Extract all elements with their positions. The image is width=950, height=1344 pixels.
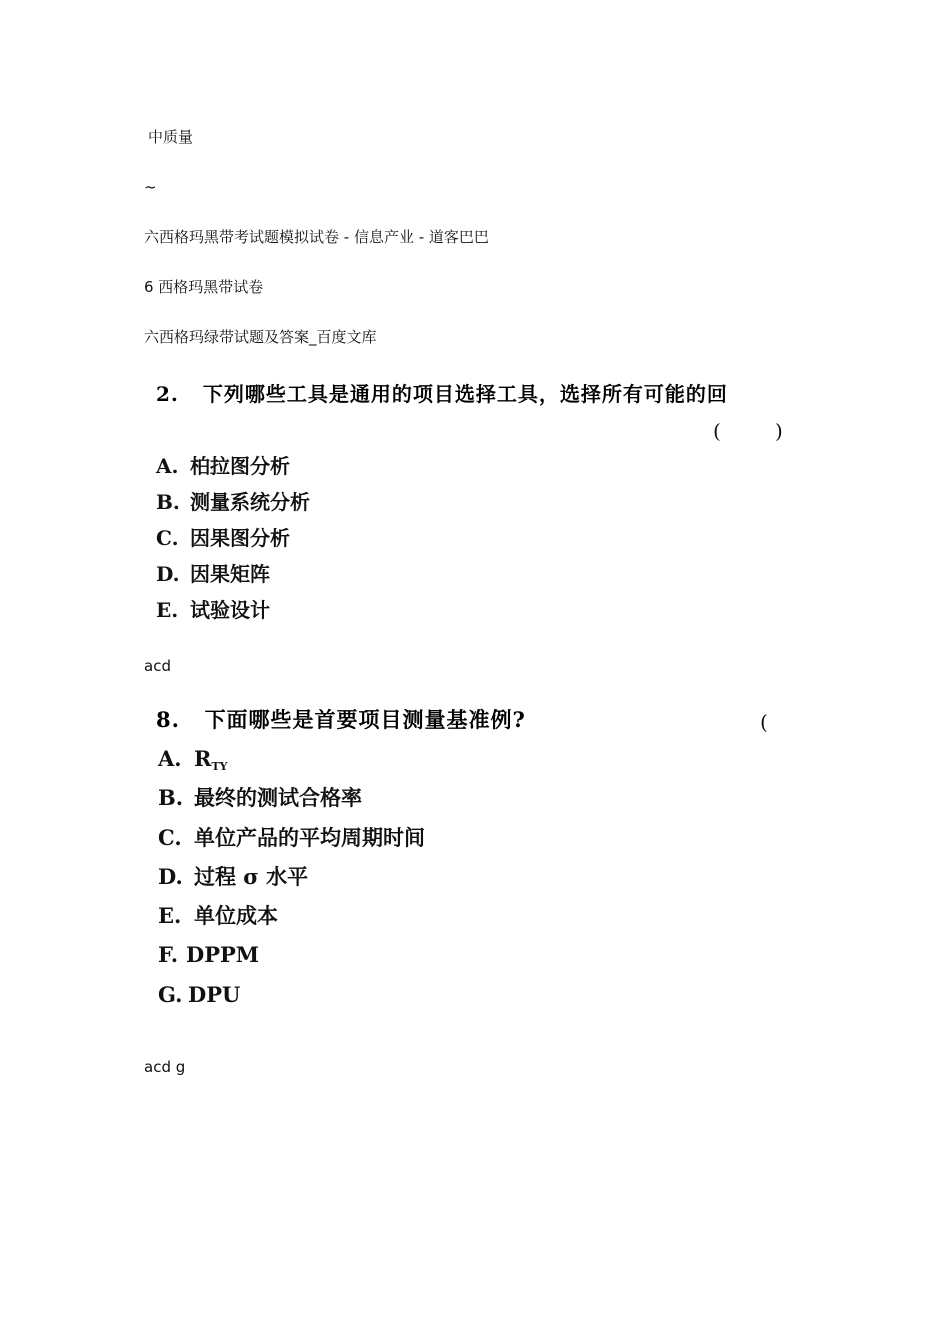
text-line-2: ~ bbox=[144, 178, 157, 196]
option-text: 测量系统分析 bbox=[190, 490, 310, 514]
text-line-1: 中质量 bbox=[148, 128, 194, 146]
option-key: E. bbox=[158, 903, 182, 928]
question-2-paren-open: ( bbox=[760, 710, 768, 734]
text-line-3: 六西格玛黑带考试题模拟试卷 - 信息产业 - 道客巴巴 bbox=[144, 228, 489, 246]
option-key: E. bbox=[156, 598, 179, 622]
option-key: D. bbox=[156, 562, 180, 586]
text-line-5: 六西格玛绿带试题及答案_百度文库 bbox=[144, 328, 377, 346]
option-key: B. bbox=[158, 785, 184, 810]
question-1-paren-close: ) bbox=[775, 419, 783, 443]
option-key: D. bbox=[158, 864, 183, 889]
option-text: R bbox=[194, 746, 212, 771]
option-key: A. bbox=[156, 454, 179, 478]
option-text: 因果图分析 bbox=[190, 526, 290, 550]
question-1-option-d bbox=[156, 561, 270, 587]
option-text: 柏拉图分析 bbox=[190, 454, 290, 478]
option-text: DPPM bbox=[186, 942, 260, 967]
option-key: B. bbox=[156, 490, 180, 514]
question-2-option-f bbox=[158, 942, 259, 968]
question-2-option-a bbox=[158, 746, 228, 780]
option-key: C. bbox=[158, 825, 182, 850]
question-1-option-a bbox=[156, 453, 290, 479]
question-2-option-b bbox=[158, 785, 362, 811]
option-text: 因果矩阵 bbox=[190, 562, 270, 586]
option-text: 试验设计 bbox=[190, 598, 270, 622]
question-2-text: 下面哪些是首要项目测量基准例? bbox=[204, 707, 526, 732]
question-1-option-b bbox=[156, 489, 310, 515]
option-text: 单位产品的平均周期时间 bbox=[194, 825, 425, 850]
text-line-4: 6 西格玛黑带试卷 bbox=[144, 278, 264, 296]
question-1-option-e bbox=[156, 597, 270, 623]
option-subscript: TY bbox=[211, 760, 228, 773]
question-2-option-c bbox=[158, 825, 425, 851]
question-1-paren-open: ( bbox=[713, 419, 721, 443]
question-2 bbox=[156, 707, 526, 733]
question-1-option-c bbox=[156, 525, 290, 551]
question-1-answer: acd bbox=[144, 657, 171, 675]
option-text: 单位成本 bbox=[194, 903, 278, 928]
question-2-option-g bbox=[158, 982, 240, 1008]
option-key: G. bbox=[158, 982, 183, 1007]
option-key: C. bbox=[156, 526, 179, 550]
question-1 bbox=[156, 381, 728, 407]
question-2-answer: acd g bbox=[144, 1058, 186, 1076]
option-key: F. bbox=[158, 942, 179, 967]
option-key: A. bbox=[158, 746, 182, 771]
option-text: DPU bbox=[188, 982, 241, 1007]
question-2-option-e bbox=[158, 903, 278, 929]
option-text: 过程 σ 水平 bbox=[194, 864, 309, 889]
question-1-text: 下列哪些工具是通用的项目选择工具，选择所有可能的回 bbox=[202, 382, 728, 406]
question-2-number: 8. bbox=[156, 707, 180, 732]
option-text: 最终的测试合格率 bbox=[194, 785, 362, 810]
question-2-option-d bbox=[158, 864, 308, 890]
question-1-number: 2. bbox=[156, 382, 179, 406]
